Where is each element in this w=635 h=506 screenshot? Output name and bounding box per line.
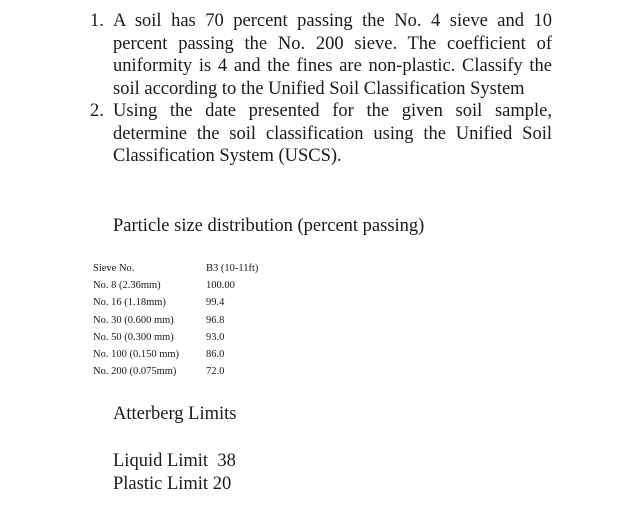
plastic-limit: Plastic Limit 20 [113,473,232,494]
percent-passing-cell: 96.8 [206,314,225,326]
sieve-table [93,260,258,380]
atterberg-title: Atterberg Limits [113,404,237,424]
table-row [93,294,258,311]
question-1-text: A soil has 70 percent passing the No. 4 sieve and 10 percent passing the No. 200 sieve. The coefficient of uniformity is 4 and the fines are non-plastic. Classify the soil according to the Unified Soil Classification System [113,11,552,99]
question-1 [90,10,552,100]
sieve-column-header: Sieve No. [93,263,135,274]
particle-size-title: Particle size distribution (percent passing) [113,216,425,236]
sieve-cell: No. 200 (0.075mm) [93,366,177,378]
question-list [90,10,552,168]
percent-passing-cell: 93.0 [206,331,225,343]
question-2-text: Using the date presented for the given soil sample, determine the soil classification using the Unified Soil Classification System (USCS). [113,101,552,166]
question-1-number: 1. [90,11,104,31]
sieve-cell: No. 100 (0.150 mm) [93,349,180,361]
table-row [93,329,258,346]
atterberg-limits [113,450,236,495]
question-2 [90,100,552,168]
table-row [93,346,258,363]
table-row [93,312,258,329]
sieve-cell: No. 30 (0.600 mm) [93,314,174,326]
liquid-limit: Liquid Limit 38 [113,451,236,471]
percent-passing-cell: 99.4 [206,297,225,309]
sieve-cell: No. 8 (2.36mm) [93,280,161,292]
table-row [93,363,258,380]
sieve-table-header [93,260,258,277]
sieve-cell: No. 50 (0.300 mm) [93,331,174,343]
table-row [93,277,258,294]
sample-column-header: B3 (10-11ft) [206,263,259,274]
sieve-cell: No. 16 (1.18mm) [93,297,166,309]
percent-passing-cell: 100.00 [206,280,235,292]
percent-passing-cell: 72.0 [206,366,225,378]
question-2-number: 2. [90,101,104,121]
percent-passing-cell: 86.0 [206,349,225,361]
